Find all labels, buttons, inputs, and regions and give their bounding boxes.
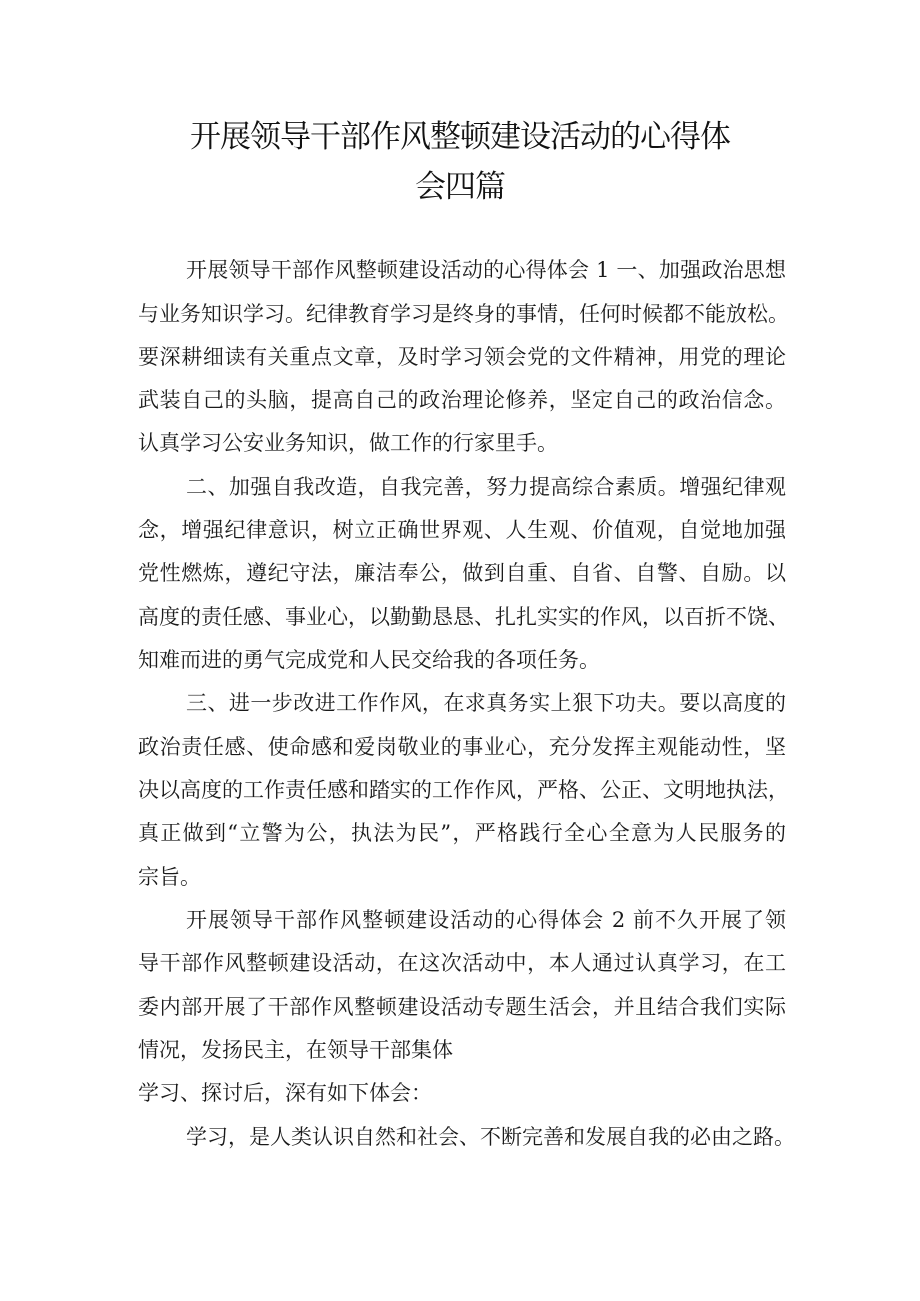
paragraph-line: 念，增强纪律意识，树立正确世界观、人生观、价值观，自觉地加强 (138, 518, 786, 542)
paragraph-line: 高度的责任感、事业心，以勤勤恳恳、扎扎实实的作风，以百折不饶、 (138, 605, 789, 629)
paragraph-line: 学习、探讨后，深有如下体会： (138, 1081, 432, 1105)
paragraph-line: 情况，发扬民主，在领导干部集体 (138, 1038, 453, 1062)
paragraph-line: 要深耕细读有关重点文章，及时学习领会党的文件精神，用党的理论 (138, 345, 786, 369)
paragraph-line: 宗旨。 (138, 865, 201, 889)
paragraph-line: 武装自己的头脑，提高自己的政治理论修养，坚定自己的政治信念。 (138, 388, 786, 412)
paragraph-line: 与业务知识学习。纪律教育学习是终身的事情，任何时候都不能放松。 (138, 302, 789, 326)
paragraph-line: 委内部开展了干部作风整顿建设活动专题生活会，并且结合我们实际 (138, 995, 786, 1019)
document-title-line-2: 会四篇 (415, 169, 505, 205)
paragraph-line: 导干部作风整顿建设活动，在这次活动中，本人通过认真学习，在工 (138, 951, 786, 975)
paragraph-line: 开展领导干部作风整顿建设活动的心得体会 1 一、加强政治思想 (186, 258, 786, 282)
paragraph-line: 决以高度的工作责任感和踏实的工作作风，严格、公正、文明地执法， (138, 778, 789, 802)
paragraph-line: 知难而进的勇气完成党和人民交给我的各项任务。 (138, 648, 600, 672)
paragraph-line: 党性燃炼，遵纪守法，廉洁奉公，做到自重、自省、自警、自励。以 (138, 561, 786, 585)
paragraph-line: 真正做到“立警为公，执法为民”，严格践行全心全意为人民服务的 (138, 821, 786, 845)
paragraph-line: 开展领导干部作风整顿建设活动的心得体会 2 前不久开展了领 (186, 908, 786, 932)
paragraph-line: 政治责任感、使命感和爱岗敬业的事业心，充分发挥主观能动性，坚 (138, 735, 786, 759)
paragraph-line: 学习，是人类认识自然和社会、不断完善和发展自我的必由之路。 (186, 1125, 795, 1149)
paragraph-line: 三、进一步改进工作作风，在求真务实上狠下功夫。要以高度的 (186, 691, 786, 715)
paragraph-line: 二、加强自我改造，自我完善，努力提高综合素质。增强纪律观 (186, 475, 786, 499)
paragraph-line: 认真学习公安业务知识，做工作的行家里手。 (138, 431, 558, 455)
document-title-line-1: 开展领导干部作风整顿建设活动的心得体 (190, 119, 730, 155)
